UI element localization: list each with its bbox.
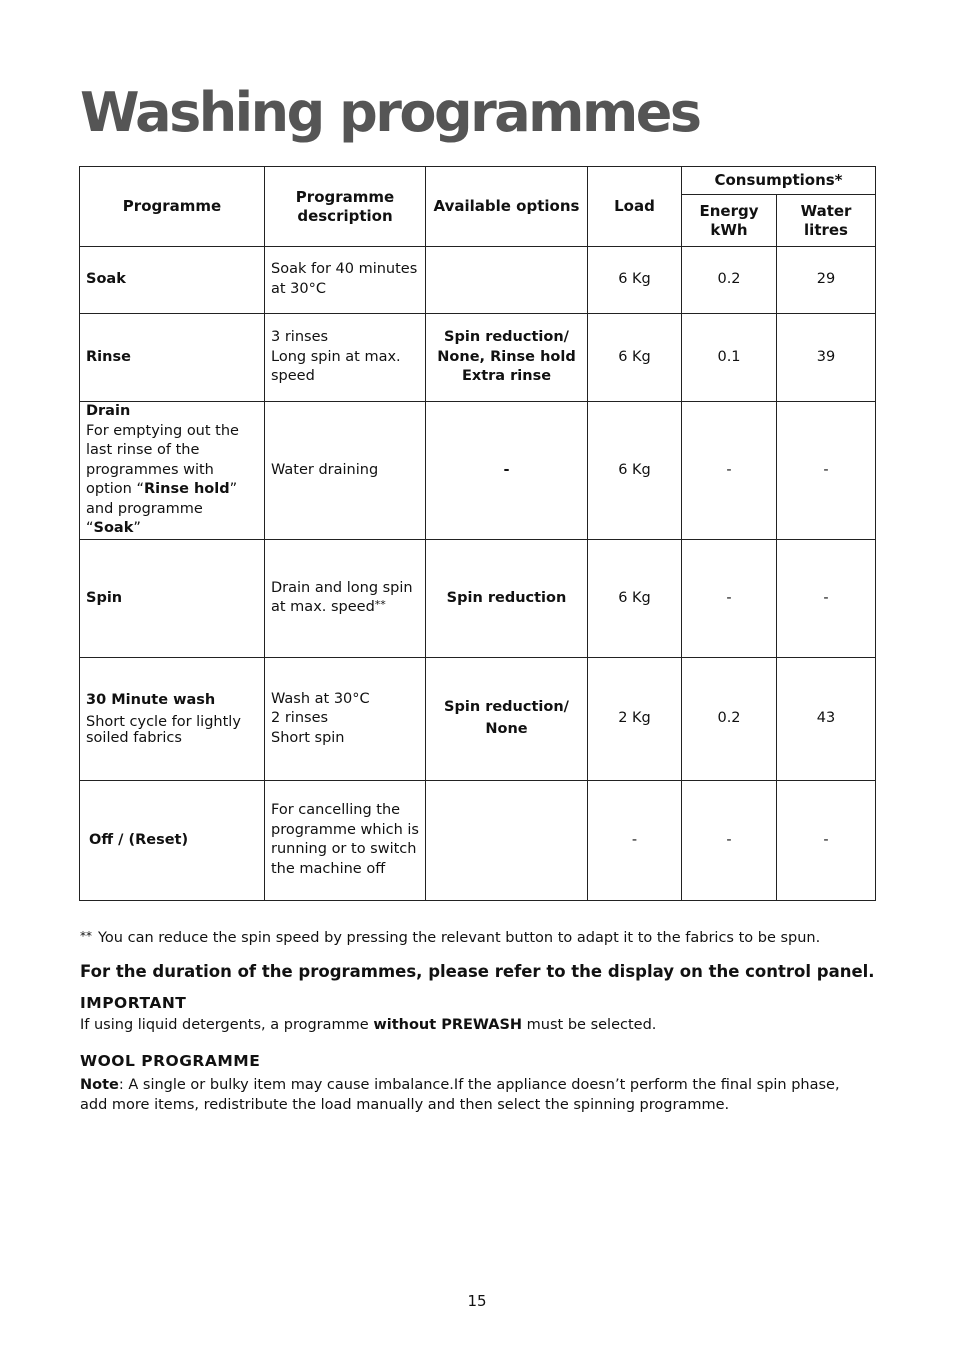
- programme-name: Rinse: [80, 314, 265, 402]
- programme-name: Drain: [86, 403, 131, 419]
- footnote: [80, 929, 820, 946]
- footnote-text: You can reduce the spin speed by pressing the relevant button to adapt it to the fabrics to be spun.: [98, 930, 821, 946]
- description-line: 3 rinses: [271, 329, 329, 346]
- option-line: Spin reduction/: [444, 699, 569, 716]
- description-line: 2 rinses: [271, 710, 329, 727]
- programme-note: For emptying out the last rinse of the programmes with option “Rinse hold” and programme “Soak”: [86, 422, 239, 537]
- water-value: 29: [777, 247, 876, 314]
- load-value: 6 Kg: [588, 402, 682, 540]
- description-line: Long spin at max. speed: [271, 348, 401, 385]
- description-line: Short spin: [271, 729, 345, 746]
- header-description: Programme description: [265, 167, 426, 247]
- table-row: [80, 539, 876, 657]
- footnote-mark: **: [374, 598, 386, 612]
- water-value: -: [777, 539, 876, 657]
- water-value: -: [777, 402, 876, 540]
- header-energy: Energy kWh: [682, 195, 777, 247]
- duration-note: For the duration of the programmes, please refer to the display on the control panel.: [80, 962, 875, 981]
- header-options: Available options: [426, 167, 588, 247]
- table-row: [80, 247, 876, 314]
- energy-value: -: [682, 402, 777, 540]
- table-row: [80, 780, 876, 900]
- load-value: 6 Kg: [588, 314, 682, 402]
- energy-value: 0.1: [682, 314, 777, 402]
- page-number: 15: [467, 1292, 487, 1310]
- programme-description: Drain and long spin at max. speed**: [265, 539, 426, 657]
- header-programme: Programme: [80, 167, 265, 247]
- table-row: [80, 402, 876, 540]
- programme-description: For cancelling the programme which is running or to switch the machine off: [265, 780, 426, 900]
- available-options: Spin reduction: [426, 539, 588, 657]
- programme-cell: [80, 402, 265, 540]
- programmes-table: [79, 166, 876, 901]
- water-value: 39: [777, 314, 876, 402]
- programme-name: Soak: [80, 247, 265, 314]
- water-value: -: [777, 780, 876, 900]
- programme-name: Off / (Reset): [80, 780, 265, 900]
- header-water: Water litres: [777, 195, 876, 247]
- available-options: [426, 314, 588, 402]
- available-options: [426, 247, 588, 314]
- description-line: Wash at 30°C: [271, 690, 370, 707]
- available-options: [426, 780, 588, 900]
- programme-name: Spin: [80, 539, 265, 657]
- energy-value: -: [682, 780, 777, 900]
- available-options: [426, 657, 588, 780]
- table-row: [80, 657, 876, 780]
- energy-value: 0.2: [682, 657, 777, 780]
- important-text: If using liquid detergents, a programme without PREWASH must be selected.: [80, 1017, 657, 1033]
- programme-description: [265, 657, 426, 780]
- programme-name: 30 Minute wash: [86, 692, 216, 709]
- footnote-mark: **: [80, 929, 92, 943]
- table-row: [80, 314, 876, 402]
- option-line: Spin reduction/: [444, 329, 569, 346]
- page-title: Washing programmes: [80, 81, 700, 144]
- programme-cell: [80, 657, 265, 780]
- wool-note: Note: A single or bulky item may cause imbalance.If the appliance doesn’t perform the final spin phase, add more items, redistribute the load manually and then select the spinning programme.: [80, 1077, 840, 1113]
- option-line: Extra rinse: [461, 368, 552, 385]
- load-value: 2 Kg: [588, 657, 682, 780]
- load-value: -: [588, 780, 682, 900]
- programme-description: Water draining: [265, 402, 426, 540]
- load-value: 6 Kg: [588, 247, 682, 314]
- option-line: None, Rinse hold: [437, 348, 576, 365]
- available-options: -: [426, 402, 588, 540]
- programme-description: [265, 314, 426, 402]
- programme-description: Soak for 40 minutes at 30°C: [265, 247, 426, 314]
- energy-value: 0.2: [682, 247, 777, 314]
- wool-heading: WOOL PROGRAMME: [80, 1052, 261, 1070]
- energy-value: -: [682, 539, 777, 657]
- water-value: 43: [777, 657, 876, 780]
- header-consumptions: Consumptions*: [682, 167, 876, 195]
- programme-note: Short cycle for lightly soiled fabrics: [86, 713, 241, 746]
- option-line: None: [485, 720, 528, 737]
- important-heading: IMPORTANT: [80, 994, 187, 1012]
- header-load: Load: [588, 167, 682, 247]
- load-value: 6 Kg: [588, 539, 682, 657]
